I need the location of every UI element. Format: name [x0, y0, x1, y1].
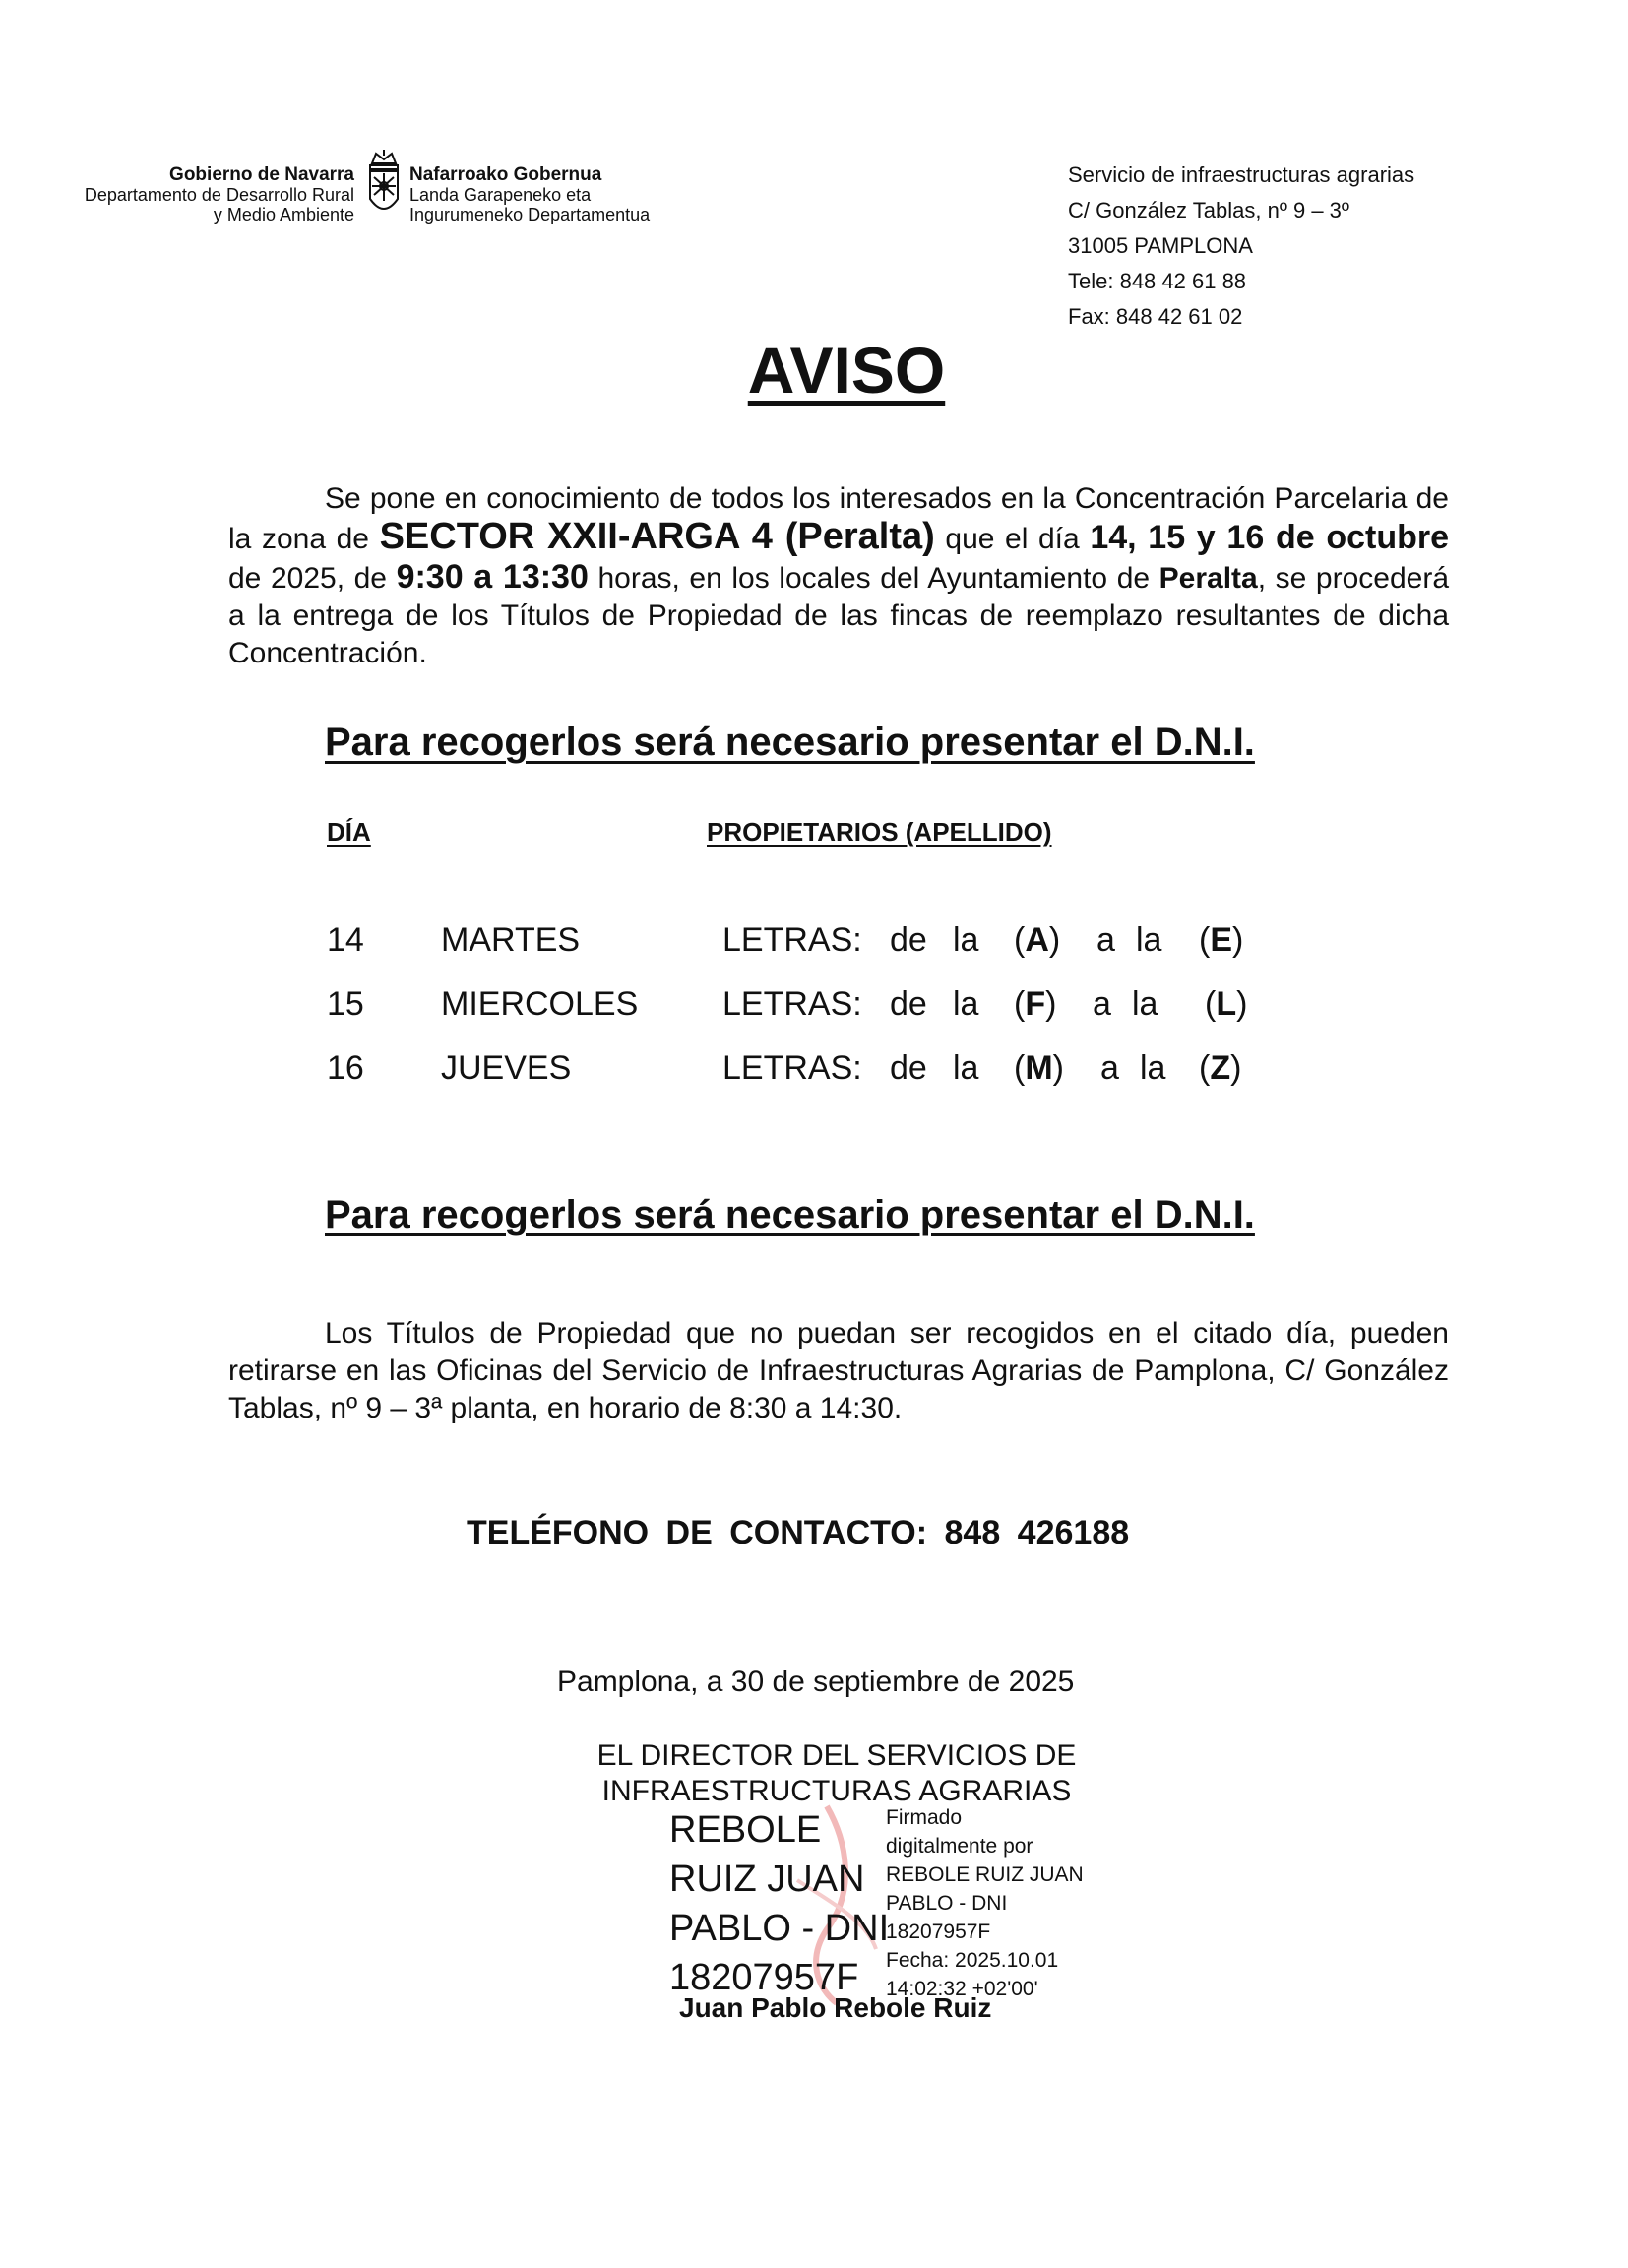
row-la: la	[953, 1049, 979, 1087]
row-from-letter: (A)	[1014, 921, 1061, 959]
row-a: a	[1096, 921, 1115, 959]
printed-signatory-name: Juan Pablo Rebole Ruiz	[679, 1992, 992, 2023]
row-weekday: JUEVES	[441, 1049, 572, 1087]
place-date: Pamplona, a 30 de septiembre de 2025	[557, 1666, 1075, 1698]
row-de: de	[890, 985, 927, 1023]
gov-name-eu: Nafarroako Gobernua	[409, 164, 602, 185]
row-weekday: MIERCOLES	[441, 985, 639, 1023]
row-a: a	[1100, 1049, 1119, 1087]
signature-meta-line: Fecha: 2025.10.01	[886, 1949, 1059, 1972]
dept-name-es-2: y Medio Ambiente	[213, 205, 354, 224]
address-phone: Tele: 848 42 61 88	[1068, 269, 1247, 293]
service-address	[1068, 158, 1414, 335]
row-day-number: 15	[327, 985, 364, 1023]
signature-name-line: 18207957F	[669, 1957, 859, 1998]
row-la: la	[953, 985, 979, 1023]
delivery-hours: 9:30 a 13:30	[396, 558, 589, 596]
address-fax: Fax: 848 42 61 02	[1068, 304, 1243, 329]
row-weekday: MARTES	[441, 921, 581, 959]
dni-notice-repeat: Para recogerlos será necesario presentar el D.N.I.	[325, 1193, 1255, 1236]
page-title: AVISO	[747, 334, 946, 407]
row-from-letter: (M)	[1014, 1049, 1064, 1087]
navarra-crest-icon	[364, 150, 404, 226]
row-to-letter: (E)	[1199, 921, 1244, 959]
closing-paragraph	[228, 1315, 1449, 1427]
intro-text: que el día	[934, 523, 1091, 555]
signature-meta-line: 14:02:32 +02'00'	[886, 1978, 1038, 2000]
row-to-letter: (L)	[1205, 985, 1248, 1023]
row-day-number: 14	[327, 921, 364, 959]
row-la2: la	[1136, 921, 1162, 959]
logo-text-basque	[409, 165, 650, 224]
column-header-owners: PROPIETARIOS (APELLIDO)	[707, 817, 1052, 847]
intro-text: horas, en los locales del Ayuntamiento de	[588, 562, 1159, 595]
intro-text: , se procederá a la entrega de los Títulos de Propiedad de las fincas de reemplazo resultantes de dicha Concentración.	[228, 562, 1450, 669]
address-line: 31005 PAMPLONA	[1068, 233, 1253, 258]
table-row	[0, 921, 1628, 971]
row-la2: la	[1140, 1049, 1166, 1087]
intro-text: de 2025, de	[228, 562, 397, 595]
dept-name-es-1: Departamento de Desarrollo Rural	[84, 185, 354, 205]
row-letras-label: LETRAS:	[722, 1049, 862, 1087]
dni-notice: Para recogerlos será necesario presentar el D.N.I.	[325, 721, 1255, 764]
signature-name-line: REBOLE	[669, 1809, 822, 1851]
delivery-dates: 14, 15 y 16 de octubre	[1090, 519, 1450, 556]
row-de: de	[890, 1049, 927, 1087]
signature-metadata	[886, 1803, 1084, 2003]
gov-name-es: Gobierno de Navarra	[169, 164, 354, 185]
signature-meta-line: PABLO - DNI	[886, 1892, 1008, 1915]
row-from-letter: (F)	[1014, 985, 1057, 1023]
row-a: a	[1093, 985, 1111, 1023]
director-line: EL DIRECTOR DEL SERVICIOS DE	[596, 1739, 1077, 1772]
signature-meta-line: digitalmente por	[886, 1835, 1033, 1858]
signature-meta-line: REBOLE RUIZ JUAN	[886, 1863, 1084, 1886]
logo-text-spanish	[85, 165, 354, 224]
row-letras-label: LETRAS:	[722, 985, 862, 1023]
table-row	[0, 1049, 1628, 1099]
intro-paragraph	[228, 480, 1449, 672]
contact-phone: TELÉFONO DE CONTACTO: 848 426188	[467, 1514, 1130, 1551]
dept-name-eu-2: Ingurumeneko Departamentua	[409, 205, 651, 224]
row-to-letter: (Z)	[1199, 1049, 1242, 1087]
town-name: Peralta	[1158, 562, 1258, 595]
address-line: C/ González Tablas, nº 9 – 3º	[1068, 198, 1349, 222]
row-letras-label: LETRAS:	[722, 921, 862, 959]
intro-text: Se pone en conocimiento de todos los interesados en la Concentración Parcelaria de la zona de	[228, 482, 1449, 555]
row-la: la	[953, 921, 979, 959]
dept-name-eu-1: Landa Garapeneko eta	[409, 185, 592, 205]
row-de: de	[890, 921, 927, 959]
column-header-day: DÍA	[327, 817, 371, 847]
row-day-number: 16	[327, 1049, 364, 1087]
signature-name-line: PABLO - DNI	[669, 1908, 890, 1949]
signature-meta-line: 18207957F	[886, 1921, 991, 1943]
signature-name-line: RUIZ JUAN	[669, 1858, 865, 1900]
director-title	[571, 1738, 1102, 1809]
signature-meta-line: Firmado	[886, 1806, 963, 1829]
closing-text: Los Títulos de Propiedad que no puedan ser recogidos en el citado día, pueden retirarse en las Oficinas del Servicio de Infraestructuras Agrarias de Pamplona, C/ González Tablas, nº 9 – 3ª planta, en horario de 8:30 a 14:30.	[228, 1317, 1449, 1424]
table-row	[0, 985, 1628, 1035]
row-la2: la	[1132, 985, 1158, 1023]
director-line: INFRAESTRUCTURAS AGRARIAS	[601, 1775, 1072, 1807]
zone-name: SECTOR XXII-ARGA 4 (Peralta)	[379, 516, 935, 557]
address-line: Servicio de infraestructuras agrarias	[1068, 162, 1415, 187]
